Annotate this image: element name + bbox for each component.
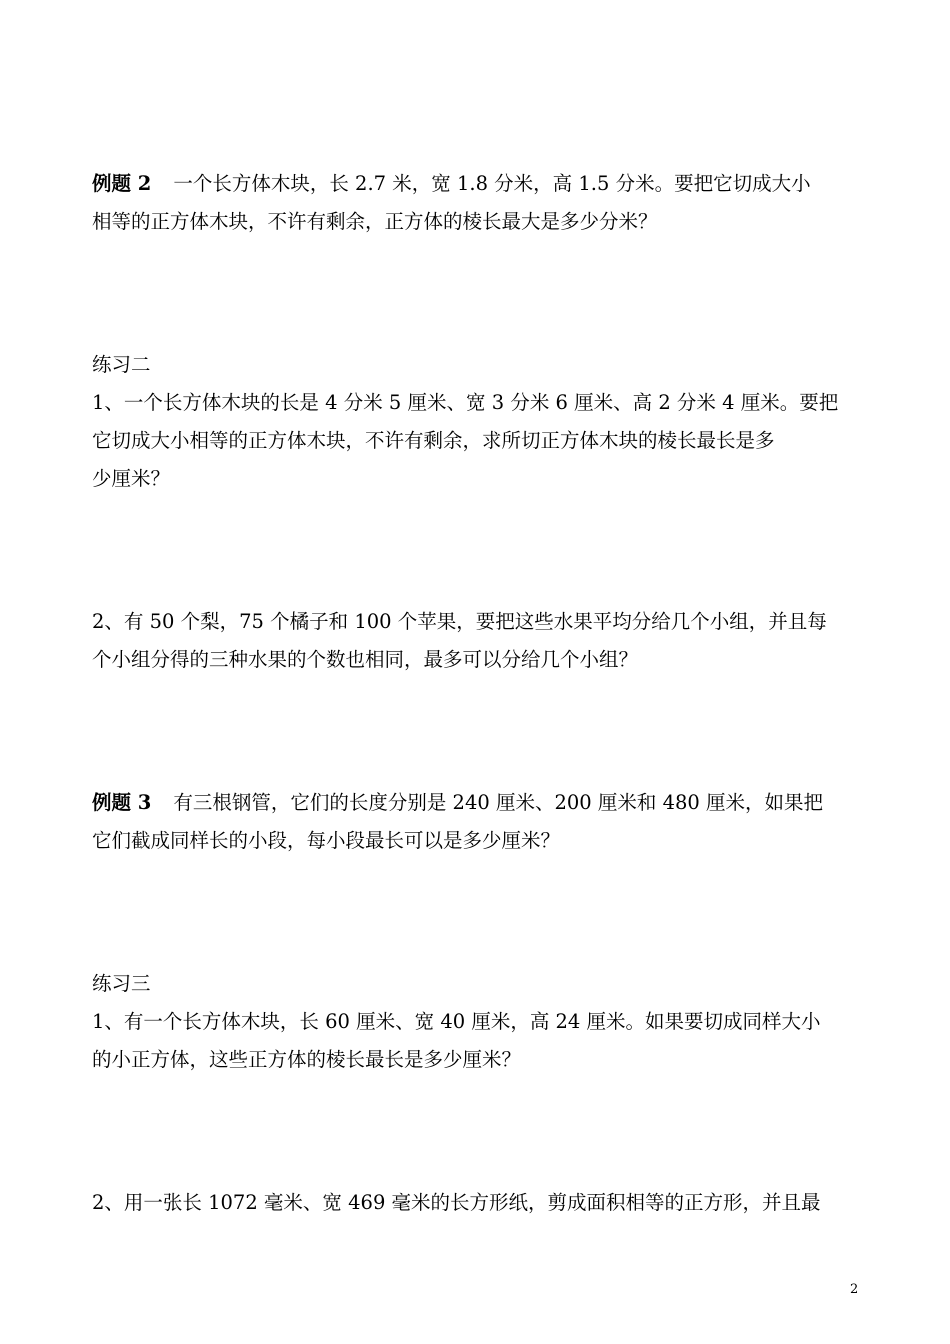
page-number: 2 — [850, 1282, 859, 1297]
practice-3-heading: 练习三 — [92, 972, 151, 995]
practice-2-q1-line-3: 少厘米？ — [92, 467, 171, 490]
practice-3-q1-line-2: 的小正方体，这些正方体的棱长最长是多少厘米？ — [92, 1048, 522, 1071]
practice-2-question-2 — [92, 603, 864, 679]
practice-3-q2-line-1: 2、用一张长 1072 毫米、宽 469 毫米的长方形纸，剪成面积相等的正方形，并且最 — [92, 1191, 821, 1214]
example-2-line-1 — [92, 165, 864, 203]
practice-2-heading: 练习二 — [92, 353, 151, 376]
example-3-text-1: 有三根钢管，它们的长度分别是 240 厘米、200 厘米和 480 厘米，如果把 — [173, 791, 824, 814]
example-3-line-1 — [92, 784, 864, 822]
practice-3-q1-line-1: 1、有一个长方体木块，长 60 厘米、宽 40 厘米，高 24 厘米。如果要切成同样大小 — [92, 1010, 821, 1033]
example-3 — [92, 784, 864, 860]
practice-2-q1-line-2: 它切成大小相等的正方体木块，不许有剩余，求所切正方体木块的棱长最长是多 — [92, 429, 775, 452]
practice-2-q2-line-2: 个小组分得的三种水果的个数也相同，最多可以分给几个小组？ — [92, 648, 639, 671]
practice-3-question-2 — [92, 1184, 864, 1222]
example-2-text-2: 相等的正方体木块，不许有剩余，正方体的棱长最大是多少分米？ — [92, 210, 658, 233]
example-3-text-2: 它们截成同样长的小段，每小段最长可以是多少厘米？ — [92, 829, 561, 852]
practice-3 — [92, 965, 864, 1079]
practice-2-q2-line-1: 2、有 50 个梨，75 个橘子和 100 个苹果，要把这些水果平均分给几个小组，并且每 — [92, 610, 827, 633]
example-2-text-1: 一个长方体木块，长 2.7 米，宽 1.8 分米，高 1.5 分米。要把它切成大小 — [173, 172, 811, 195]
example-2 — [92, 165, 864, 241]
practice-2-q1-line-1: 1、一个长方体木块的长是 4 分米 5 厘米、宽 3 分米 6 厘米、高 2 分米 4 厘米。要把 — [92, 391, 839, 414]
practice-2 — [92, 346, 864, 498]
example-3-label: 例题 3 — [92, 791, 152, 814]
example-2-label: 例题 2 — [92, 172, 152, 195]
